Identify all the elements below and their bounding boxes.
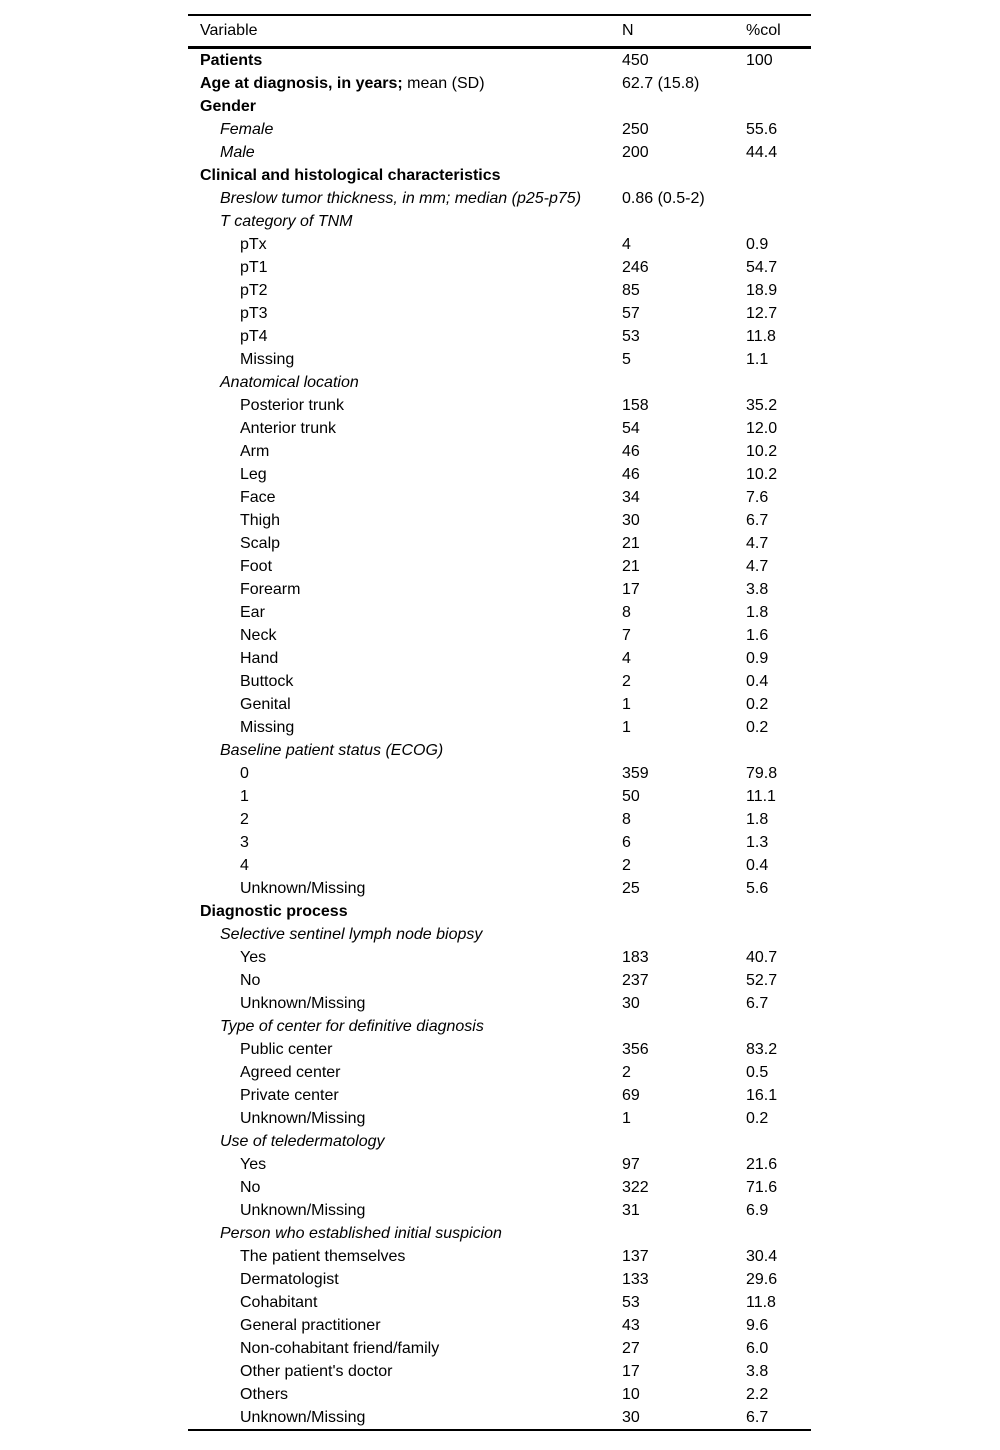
row-label [188,1111,622,1127]
row-n-value: 46 [622,442,640,460]
row-pct-value: 0.9 [746,649,769,667]
row-pct-value: 55.6 [746,120,778,138]
row-label [188,467,622,483]
row-label-main: pT1 [240,258,268,276]
row-label [188,260,622,276]
table-row [188,992,811,1015]
row-n-value: 17 [622,580,640,598]
row-label [188,904,622,920]
row-label [188,1088,622,1104]
table-body [188,49,811,1429]
row-label [188,444,622,460]
row-label-main: Non-cohabitant friend/family [240,1339,440,1357]
row-n-value: 246 [622,258,649,276]
row-label-main: Yes [240,948,267,966]
column-header-variable: Variable [200,22,258,39]
row-pct-value: 6.9 [746,1201,769,1219]
column-header-pct: %col [746,22,781,39]
row-label-main: Age at diagnosis, in years; [200,74,403,92]
row-label-main: Yes [240,1155,267,1173]
row-label-main: Foot [240,557,273,575]
table-row [188,187,811,210]
row-n-value: 158 [622,396,649,414]
row-n-value: 4 [622,649,631,667]
table-row [188,486,811,509]
row-pct-value: 5.6 [746,879,769,897]
table-row [188,785,811,808]
table-row [188,1084,811,1107]
column-header-n: N [622,22,634,39]
row-label-main: T category of TNM [220,212,353,230]
table-row [188,394,811,417]
row-label-main: 0 [240,764,249,782]
table-row [188,1406,811,1429]
row-pct-value: 12.0 [746,419,778,437]
row-n-value: 85 [622,281,640,299]
row-label [188,306,622,322]
table-row [188,1337,811,1360]
row-pct-value: 18.9 [746,281,778,299]
table-row [188,118,811,141]
row-n-value: 53 [622,327,640,345]
row-label-main: pT3 [240,304,268,322]
row-n-value: 10 [622,1385,640,1403]
row-label-main: Breslow tumor thickness, in mm; median (p25-p75) [220,189,582,207]
row-pct-value: 7.6 [746,488,769,506]
row-label [188,927,622,943]
table-row [188,302,811,325]
row-n-value: 27 [622,1339,640,1357]
row-label [188,766,622,782]
row-label-main: Thigh [240,511,281,529]
row-pct-value: 16.1 [746,1086,778,1104]
row-label [188,1042,622,1058]
row-label [188,536,622,552]
table-row [188,693,811,716]
row-label [188,1364,622,1380]
row-n-value: 21 [622,557,640,575]
row-pct-value: 0.4 [746,856,769,874]
row-label [188,743,622,759]
row-pct-value: 0.2 [746,718,769,736]
table-row [188,808,811,831]
table-row [188,233,811,256]
row-label [188,76,622,92]
row-label-main: 3 [240,833,249,851]
row-pct-value: 6.7 [746,511,769,529]
row-label-main: Neck [240,626,277,644]
row-n-value: 200 [622,143,649,161]
row-n-value: 8 [622,603,631,621]
table-row [188,532,811,555]
table-row [188,49,811,72]
table-row [188,210,811,233]
row-label [188,1249,622,1265]
row-pct-value: 71.6 [746,1178,778,1196]
row-pct-value: 52.7 [746,971,778,989]
row-label-main: Clinical and histological characteristics [200,166,501,184]
row-label [188,1410,622,1426]
row-label [188,1272,622,1288]
row-label [188,1387,622,1403]
row-n-value: 183 [622,948,649,966]
table-row [188,762,811,785]
table-row [188,624,811,647]
row-label-main: 4 [240,856,249,874]
table-row [188,72,811,95]
row-n-value: 50 [622,787,640,805]
row-pct-value: 11.1 [746,787,776,805]
table-row [188,831,811,854]
row-label [188,1295,622,1311]
row-label [188,697,622,713]
row-label [188,1019,622,1035]
table-row [188,371,811,394]
row-label [188,674,622,690]
row-label [188,122,622,138]
row-label [188,789,622,805]
row-label [188,559,622,575]
row-pct-value: 2.2 [746,1385,769,1403]
row-pct-value: 44.4 [746,143,778,161]
row-label [188,996,622,1012]
row-label [188,421,622,437]
row-label [188,628,622,644]
table-row [188,555,811,578]
row-label [188,1180,622,1196]
row-pct-value: 1.6 [746,626,769,644]
row-label-main: pT2 [240,281,268,299]
table-row [188,256,811,279]
row-n-value: 31 [622,1201,640,1219]
row-pct-value: 0.4 [746,672,769,690]
row-label [188,352,622,368]
row-label [188,1134,622,1150]
table-row [188,325,811,348]
row-n-value: 450 [622,51,649,69]
row-label-main: Unknown/Missing [240,1408,366,1426]
row-pct-value: 0.9 [746,235,769,253]
patient-characteristics-table [188,14,811,1431]
row-pct-value: 11.8 [746,327,776,345]
row-n-value: 17 [622,1362,640,1380]
row-label [188,1226,622,1242]
row-n-value: 2 [622,856,631,874]
row-label-suffix: mean (SD) [402,74,485,92]
row-label [188,168,622,184]
row-pct-value: 54.7 [746,258,778,276]
row-pct-value: 0.2 [746,1109,769,1127]
table-row [188,1061,811,1084]
row-label-main: Diagnostic process [200,902,348,920]
row-pct-value: 0.2 [746,695,769,713]
row-label-main: Face [240,488,276,506]
row-n-value: 43 [622,1316,640,1334]
row-label-main: Type of center for definitive diagnosis [220,1017,484,1035]
table-row [188,1314,811,1337]
row-label-main: pTx [240,235,267,253]
row-label-main: Male [220,143,255,161]
table-bottom-rule [188,1429,811,1431]
row-label-main: Hand [240,649,279,667]
row-pct-value: 10.2 [746,442,778,460]
row-label-main: Anatomical location [220,373,359,391]
row-pct-value: 35.2 [746,396,778,414]
row-label-main: Missing [240,350,295,368]
row-n-value: 359 [622,764,649,782]
row-label-main: Person who established initial suspicion [220,1224,502,1242]
row-label [188,605,622,621]
table-row [188,95,811,118]
row-label-main: Cohabitant [240,1293,318,1311]
row-pct-value: 1.8 [746,603,769,621]
row-n-value: 1 [622,718,631,736]
row-label-main: Posterior trunk [240,396,345,414]
table-row [188,1199,811,1222]
table-row [188,1383,811,1406]
row-label-main: Baseline patient status (ECOG) [220,741,444,759]
row-pct-value: 12.7 [746,304,778,322]
table-row [188,440,811,463]
table-row [188,716,811,739]
row-label-main: Missing [240,718,295,736]
row-label-main: Others [240,1385,289,1403]
row-pct-value: 3.8 [746,580,769,598]
row-label-main: Other patient's doctor [240,1362,393,1380]
table-row [188,141,811,164]
table-row [188,1153,811,1176]
row-pct-value: 6.7 [746,1408,769,1426]
row-n-value: 25 [622,879,640,897]
row-label-main: pT4 [240,327,268,345]
row-label [188,375,622,391]
row-label [188,237,622,253]
row-pct-value: 6.7 [746,994,769,1012]
table-row [188,854,811,877]
row-pct-value: 21.6 [746,1155,778,1173]
row-label-main: General practitioner [240,1316,381,1334]
row-label-main: Leg [240,465,267,483]
table-header-row [188,16,811,46]
table-row [188,900,811,923]
row-n-value: 21 [622,534,640,552]
row-n-value: 133 [622,1270,649,1288]
row-pct-value: 6.0 [746,1339,769,1357]
table-row [188,739,811,762]
row-n-value: 46 [622,465,640,483]
row-pct-value: 1.8 [746,810,769,828]
row-label-main: Use of teledermatology [220,1132,385,1150]
row-pct-value: 100 [746,51,773,69]
row-label [188,1341,622,1357]
table-row [188,969,811,992]
table-row [188,1107,811,1130]
row-n-value: 1 [622,1109,631,1127]
table-row [188,923,811,946]
row-label [188,1157,622,1173]
row-label [188,835,622,851]
row-label [188,214,622,230]
row-label-main: Selective sentinel lymph node biopsy [220,925,483,943]
row-n-value: 6 [622,833,631,851]
row-n-value: 237 [622,971,649,989]
row-label-main: Unknown/Missing [240,1201,366,1219]
row-label [188,950,622,966]
row-label-main: Patients [200,51,263,69]
table-row [188,1015,811,1038]
row-n-value: 250 [622,120,649,138]
row-pct-value: 83.2 [746,1040,778,1058]
row-label-main: Unknown/Missing [240,1109,366,1127]
row-pct-value: 11.8 [746,1293,776,1311]
row-pct-value: 1.1 [746,350,769,368]
table-row [188,279,811,302]
table-row [188,1176,811,1199]
row-n-value: 30 [622,511,640,529]
row-label-main: Arm [240,442,270,460]
table-row [188,670,811,693]
row-label-main: No [240,971,261,989]
row-pct-value: 4.7 [746,557,769,575]
row-n-value: 69 [622,1086,640,1104]
row-label-main: The patient themselves [240,1247,406,1265]
row-label [188,651,622,667]
row-label-main: Scalp [240,534,281,552]
table-row [188,1038,811,1061]
row-n-value: 30 [622,994,640,1012]
row-n-value: 5 [622,350,631,368]
row-n-value: 62.7 (15.8) [622,74,700,92]
row-label-main: Unknown/Missing [240,879,366,897]
table-row [188,164,811,187]
row-label [188,53,622,69]
row-label-main: Anterior trunk [240,419,337,437]
row-pct-value: 30.4 [746,1247,778,1265]
row-pct-value: 10.2 [746,465,778,483]
row-n-value: 4 [622,235,631,253]
table-row [188,1222,811,1245]
row-n-value: 356 [622,1040,649,1058]
row-pct-value: 9.6 [746,1316,769,1334]
row-n-value: 97 [622,1155,640,1173]
table-row [188,1245,811,1268]
row-label-main: 2 [240,810,249,828]
row-label-main: Unknown/Missing [240,994,366,1012]
table-row [188,1268,811,1291]
row-n-value: 8 [622,810,631,828]
row-label-main: Agreed center [240,1063,341,1081]
table-row [188,1130,811,1153]
row-label [188,858,622,874]
table-row [188,877,811,900]
row-label [188,1318,622,1334]
row-label-main: Dermatologist [240,1270,339,1288]
row-pct-value: 4.7 [746,534,769,552]
row-label-main: Ear [240,603,265,621]
row-label-main: Genital [240,695,291,713]
row-label-main: 1 [240,787,249,805]
row-label [188,1203,622,1219]
row-label-main: Forearm [240,580,301,598]
row-n-value: 30 [622,1408,640,1426]
row-label [188,881,622,897]
row-label [188,283,622,299]
row-label [188,513,622,529]
row-label-main: No [240,1178,261,1196]
row-n-value: 322 [622,1178,649,1196]
row-label [188,1065,622,1081]
row-n-value: 57 [622,304,640,322]
row-n-value: 137 [622,1247,649,1265]
table-row [188,601,811,624]
row-n-value: 34 [622,488,640,506]
row-label [188,398,622,414]
row-label [188,582,622,598]
row-label [188,812,622,828]
row-n-value: 54 [622,419,640,437]
row-n-value: 2 [622,1063,631,1081]
row-label-main: Private center [240,1086,339,1104]
row-pct-value: 29.6 [746,1270,778,1288]
row-label [188,145,622,161]
table-row [188,647,811,670]
row-label-main: Public center [240,1040,333,1058]
row-pct-value: 3.8 [746,1362,769,1380]
table-row [188,946,811,969]
row-label [188,191,622,207]
row-pct-value: 0.5 [746,1063,769,1081]
row-pct-value: 79.8 [746,764,778,782]
row-label [188,329,622,345]
row-label [188,720,622,736]
table-row [188,578,811,601]
row-n-value: 53 [622,1293,640,1311]
row-label-main: Buttock [240,672,294,690]
row-n-value: 1 [622,695,631,713]
row-n-value: 0.86 (0.5-2) [622,189,705,207]
table-row [188,463,811,486]
table-row [188,417,811,440]
row-n-value: 2 [622,672,631,690]
row-n-value: 7 [622,626,631,644]
row-pct-value: 1.3 [746,833,769,851]
row-label [188,490,622,506]
row-label [188,973,622,989]
table-row [188,1360,811,1383]
row-label-main: Gender [200,97,257,115]
row-pct-value: 40.7 [746,948,778,966]
table-row [188,509,811,532]
row-label-main: Female [220,120,274,138]
row-label [188,99,622,115]
table-row [188,1291,811,1314]
table-row [188,348,811,371]
